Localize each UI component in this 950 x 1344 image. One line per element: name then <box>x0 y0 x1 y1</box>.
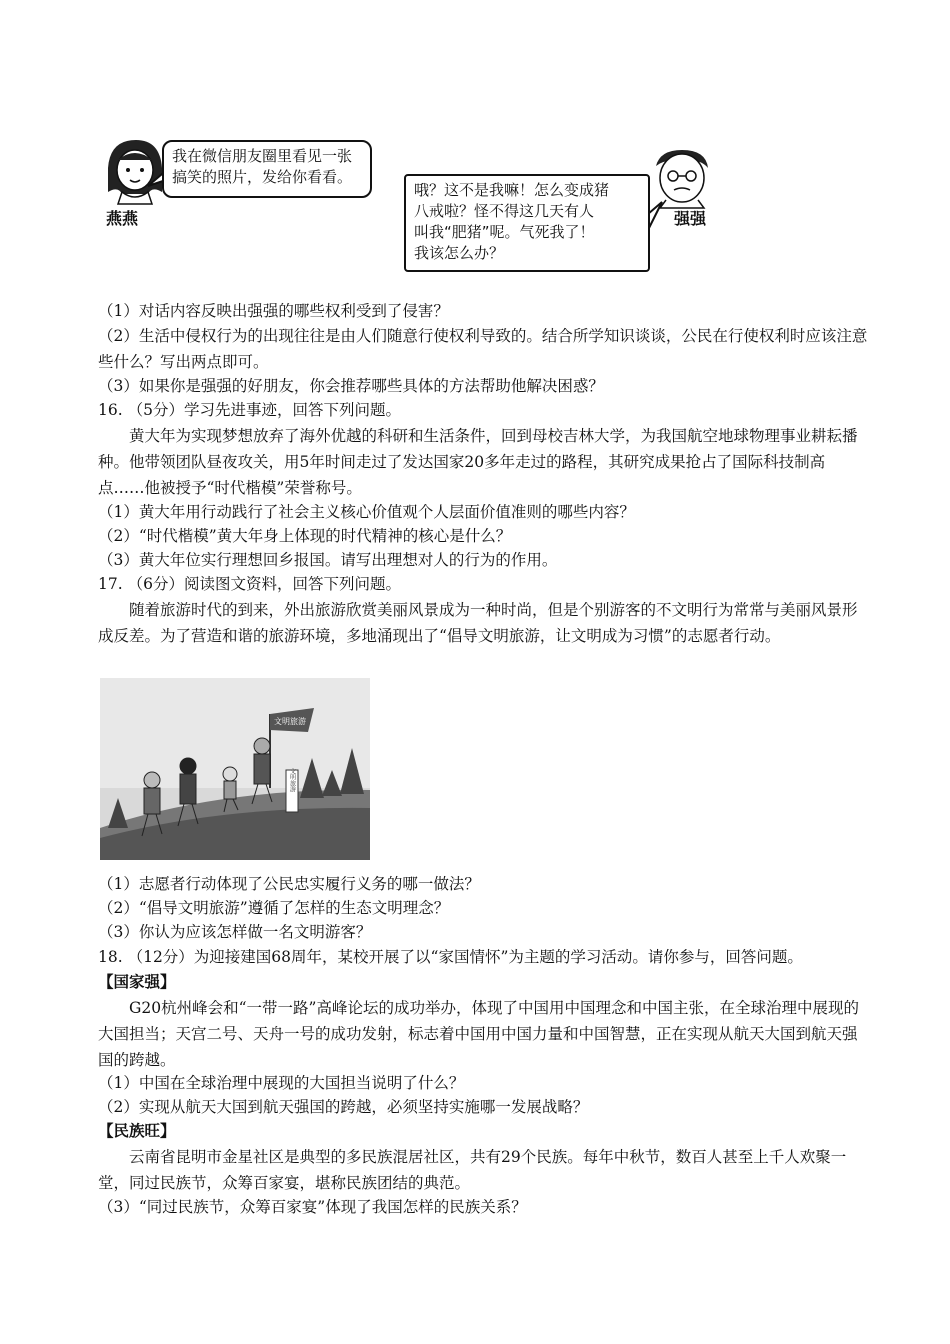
bubble1-line1: 我在微信朋友圈里看见一张 <box>172 147 353 165</box>
name-yanyan: 燕燕 <box>106 209 139 228</box>
bubble1-line2: 搞笑的照片，发给你看看。 <box>172 168 353 186</box>
q18-sub3: （3）“同过民族节，众筹百家宴”体现了我国怎样的民族关系？ <box>98 1198 527 1216</box>
hikers-image <box>100 678 370 860</box>
q17-title: 17. （6分）阅读图文资料，回答下列问题。 <box>98 575 401 593</box>
bubble2-line4: 我该怎么办？ <box>414 244 505 262</box>
speech-bubble-qiangqiang <box>404 174 650 272</box>
q17-sub3: （3）你认为应该怎样做一名文明游客？ <box>98 923 372 941</box>
bubble2-line1: 哦？这不是我嘛！怎么变成猪 <box>414 181 610 199</box>
flag-text: 文明旅游 <box>274 717 306 726</box>
travel-illustration <box>100 678 370 860</box>
q16-title: 16. （5分）学习先进事迹，回答下列问题。 <box>98 401 401 419</box>
q17-passage: 随着旅游时代的到来，外出旅游欣赏美丽风景成为一种时尚，但是个别游客的不文明行为常常与美丽风景形成反差。为了营造和谐的旅游环境，多地涌现出了“倡导文明旅游，让文明成为习惯”的志愿者行动。 <box>98 601 858 645</box>
q15-sub2: （2）生活中侵权行为的出现往往是由人们随意行使权利导致的。结合所学知识谈谈，公民在行使权利时应该注意些什么？写出两点即可。 <box>98 327 868 371</box>
bubble2-line3: 叫我“肥猪”呢。气死我了！ <box>414 223 595 241</box>
q16-passage: 黄大年为实现梦想放弃了海外优越的科研和生活条件，回到母校吉林大学，为我国航空地球物理事业耕耘播种。他带领团队昼夜攻关，用5年时间走过了发达国家20多年走过的路程，其研究成果抢占了国际科技制高点……他被授予“时代楷模”荣誉称号。 <box>98 427 858 497</box>
comic-strip <box>100 128 720 278</box>
q16-sub2: （2）“时代楷模”黄大年身上体现的时代精神的核心是什么？ <box>98 527 512 545</box>
q18-section-guojiaqiang: 【国家强】 <box>98 972 176 991</box>
q18-sub2: （2）实现从航天大国到航天强国的跨越，必须坚持实施哪一发展战略？ <box>98 1098 589 1116</box>
q15-sub1: （1）对话内容反映出强强的哪些权利受到了侵害？ <box>98 302 449 320</box>
q18-sub1: （1）中国在全球治理中展现的大国担当说明了什么？ <box>98 1074 465 1092</box>
q18-passage1: G20杭州峰会和“一带一路”高峰论坛的成功举办，体现了中国用中国理念和中国主张，在全球治理中展现的大国担当；天宫二号、天舟一号的成功发射，标志着中国用中国力量和中国智慧，正在实现从航天大国到航天强国的跨越。 <box>98 999 859 1069</box>
yanyan-portrait-icon <box>108 140 162 204</box>
qiangqiang-portrait-icon <box>656 150 708 208</box>
bubble2-line2: 八戒啦？怪不得这几天有人 <box>414 202 595 220</box>
q17-sub2: （2）“倡导文明旅游”遵循了怎样的生态文明理念？ <box>98 899 450 917</box>
q18-section-minzuwang: 【民族旺】 <box>98 1121 176 1140</box>
q15-sub3: （3）如果你是强强的好朋友，你会推荐哪些具体的方法帮助他解决困惑？ <box>98 377 604 395</box>
speech-bubble-yanyan <box>162 140 372 198</box>
q18-passage2: 云南省昆明市金星社区是典型的多民族混居社区，共有29个民族。每年中秋节，数百人甚至上千人欢聚一堂，同过民族节，众筹百家宴，堪称民族团结的典范。 <box>98 1148 847 1192</box>
name-qiangqiang: 强强 <box>674 209 707 228</box>
q18-title: 18. （12分）为迎接建国68周年，某校开展了以“家国情怀”为主题的学习活动。请你参与，回答问题。 <box>98 948 803 966</box>
sign-text: 文明旅游 <box>288 768 296 792</box>
q16-sub1: （1）黄大年用行动践行了社会主义核心价值观个人层面价值准则的哪些内容？ <box>98 503 635 521</box>
q16-sub3: （3）黄大年位实行理想回乡报国。请写出理想对人的行为的作用。 <box>98 551 558 569</box>
q17-sub1: （1）志愿者行动体现了公民忠实履行义务的哪一做法？ <box>98 875 480 893</box>
